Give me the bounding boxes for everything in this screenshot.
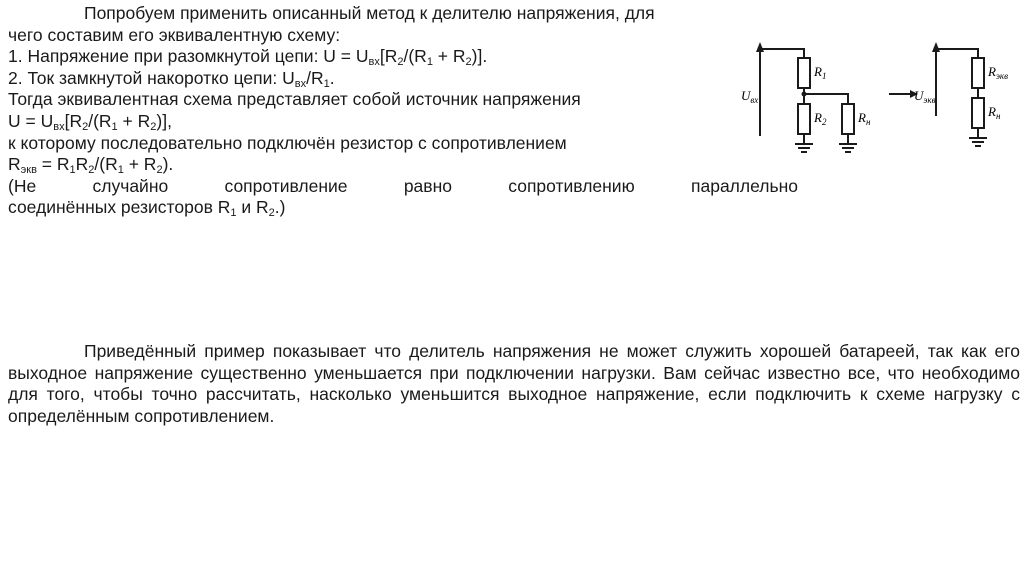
word: (Не — [8, 175, 37, 196]
paragraph-text: Приведённый пример показывает что делитель напряжения не может служить хорошей батареей, так как его выходное напряжение существенно уменьшается при подключении нагрузки. Вам сейчас известно все, что необходимо для того, чтобы точно рассчитать, насколько уменьшится выходное напряжение, если подключить к схеме нагрузку с определённым сопротивлением. — [8, 341, 1020, 426]
resistor-r2 — [798, 104, 810, 134]
justified-text-line — [8, 176, 798, 198]
label-uvx: $U_{вх}$ — [741, 88, 759, 105]
circuit-diagram — [738, 36, 1018, 158]
text-line: Тогда эквивалентная схема представляет собой источник напряжения — [8, 89, 581, 110]
formula-source-voltage: $U = U_{вх}[R_2/(R_1 + R_2)]$, — [8, 110, 172, 133]
text-line: Попробуем применить описанный метод к делителю напряжения, для — [84, 3, 655, 23]
word: параллельно — [691, 175, 798, 196]
text-line: к которому последовательно подключён резистор с сопротивлением — [8, 132, 567, 153]
label-req: $R_{экв}$ — [988, 64, 1009, 81]
circuit-svg — [738, 36, 1018, 158]
word: случайно — [92, 175, 169, 196]
formula-open-circuit: 1. Напряжение при разомкнутой цепи: $U = U_{вх}[R_2/(R_1 + R_2)]$. — [8, 46, 488, 69]
label-rn: $R_н$ — [858, 110, 871, 127]
word: сопротивлению — [508, 175, 635, 196]
label-r1: $R_1$ — [814, 64, 827, 81]
resistor-req — [972, 58, 984, 88]
word: равно — [403, 175, 452, 196]
formula-equivalent-resistance: $R_{экв} = R_1R_2/(R_1 + R_2)$. — [8, 154, 174, 177]
label-ueq: $U_{экв}$ — [914, 88, 936, 105]
label-r2: $R_2$ — [814, 110, 827, 127]
resistor-rn-right — [972, 98, 984, 128]
resistor-rn — [842, 104, 854, 134]
formula-short-circuit: 2. Ток замкнутой накоротко цепи: $U_{вх}/R_1$. — [8, 67, 335, 90]
resistor-r1 — [798, 58, 810, 88]
text-line: соединённых резисторов $R_1$ и $R_2$.) — [8, 197, 286, 220]
paragraph-conclusion — [8, 341, 1020, 427]
label-rn-right: $R_н$ — [988, 104, 1001, 121]
text-line: чего составим его эквивалентную схему: — [8, 24, 341, 45]
paragraph-equivalent-method — [8, 3, 798, 219]
word: сопротивление — [224, 175, 348, 196]
